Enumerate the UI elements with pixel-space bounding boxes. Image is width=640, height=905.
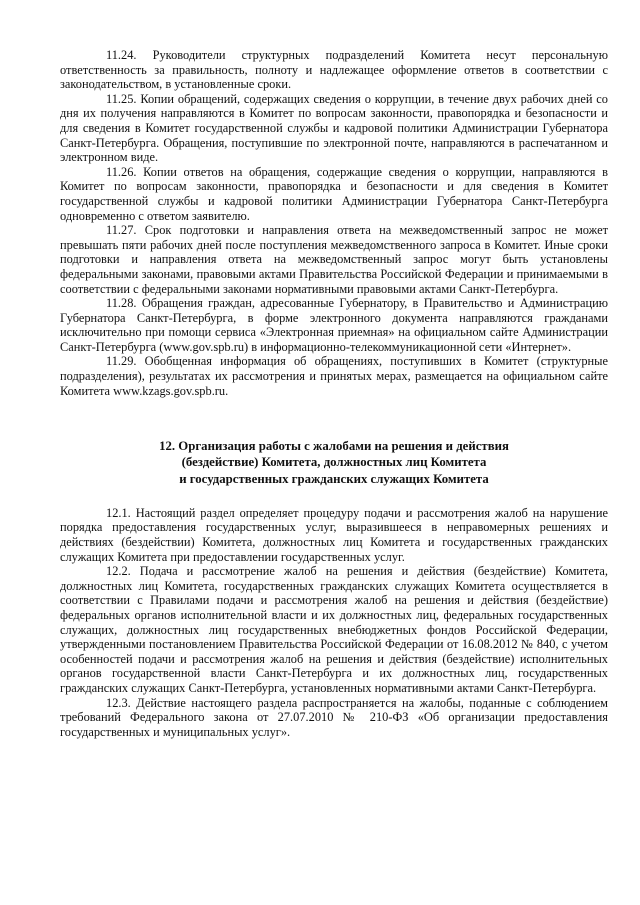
paragraph-12-3: 12.3. Действие настоящего раздела распространяется на жалобы, поданные с соблюдением требований Федерального закона от 27.07.2010 № 210-ФЗ «Об организации предоставления государственных и муниципальных услуг».: [60, 695, 608, 739]
paragraph-12-1: 12.1. Настоящий раздел определяет процедуру подачи и рассмотрения жалоб на нарушение порядка предоставления государственных услуг, выразившееся в неправомерных решениях и действиях (бездействии) Комитета, должностных лиц Комитета и государственных гражданских служащих Комитета при предоставлении государственных услуг.: [60, 505, 608, 564]
paragraph-11-28: 11.28. Обращения граждан, адресованные Губернатору, в Правительство и Администрацию Губернатора Санкт-Петербурга, в форме электронного документа направляются гражданами исключительно при помощи сервиса «Электронная приемная» на официальном сайте Администрации Санкт-Петербурга (www.gov.spb.ru) в информационно-телекоммуникационной сети «Интернет».: [60, 296, 608, 354]
document-page: [60, 48, 608, 739]
paragraph-12-2: 12.2. Подача и рассмотрение жалоб на решения и действия (бездействие) Комитета, должностных лиц Комитета, государственных гражданских служащих Комитета осуществляется в соответствии с Правилами подачи и рассмотрения жалоб на решения и действия (бездействие) федеральных органов исполнительной власти и их должностных лиц, федеральных государственных служащих, должностных лиц государственных внебюджетных фондов Российской Федерации, утвержденными постановлением Правительства Российской Федерации от 16.08.2012 № 840, с учетом особенностей подачи и рассмотрения жалоб на решения и действия (бездействие) исполнительных органов государственной власти Санкт-Петербурга и их должностных лиц, государственных гражданских служащих Санкт-Петербурга, установленных нормативными актами Санкт-Петербурга.: [60, 564, 608, 695]
section-12-heading-line-1: 12. Организация работы с жалобами на решения и действия: [159, 439, 509, 454]
section-12-heading-line-2: (бездействие) Комитета, должностных лиц Комитета: [181, 455, 487, 470]
section-12-heading-line-3: и государственных гражданских служащих Комитета: [179, 471, 489, 486]
paragraph-11-26: 11.26. Копии ответов на обращения, содержащие сведения о коррупции, направляются в Комитет по вопросам законности, правопорядка и безопасности и для сведения в Комитет государственной службы и кадровой политики Администрации Губернатора Санкт-Петербурга одновременно с ответом заявителю.: [60, 164, 608, 223]
paragraph-11-27: 11.27. Срок подготовки и направления ответа на межведомственный запрос не может превышать пяти рабочих дней после поступления межведомственного запроса в Комитет. Иные сроки подготовки и направления ответа на межведомственный запрос могут быть установлены федеральными законами, правовыми актами Правительства Российской Федерации и принимаемыми в соответствии с федеральными законами нормативными правовыми актами Санкт-Петербурга.: [60, 223, 608, 296]
paragraph-11-29: 11.29. Обобщенная информация об обращениях, поступивших в Комитет (структурные подразделения), результатах их рассмотрения и принятых мерах, размещается на официальном сайте Комитета www.kzags.gov.spb.ru.: [60, 354, 608, 398]
paragraph-11-25: 11.25. Копии обращений, содержащих сведения о коррупции, в течение двух рабочих дней со дня их получения направляются в Комитет по вопросам законности, правопорядка и безопасности и для сведения в Комитет государственной службы и кадровой политики Администрации Губернатора Санкт-Петербурга. Обращения, поступившие по электронной почте, направляются в распечатанном и электронном виде.: [60, 91, 608, 165]
section-12-heading: [60, 438, 608, 487]
paragraph-11-24: 11.24. Руководители структурных подразделений Комитета несут персональную ответственность за правильность, полноту и надлежащее оформление ответов в соответствии с законодательством, в установленные сроки.: [60, 48, 608, 92]
